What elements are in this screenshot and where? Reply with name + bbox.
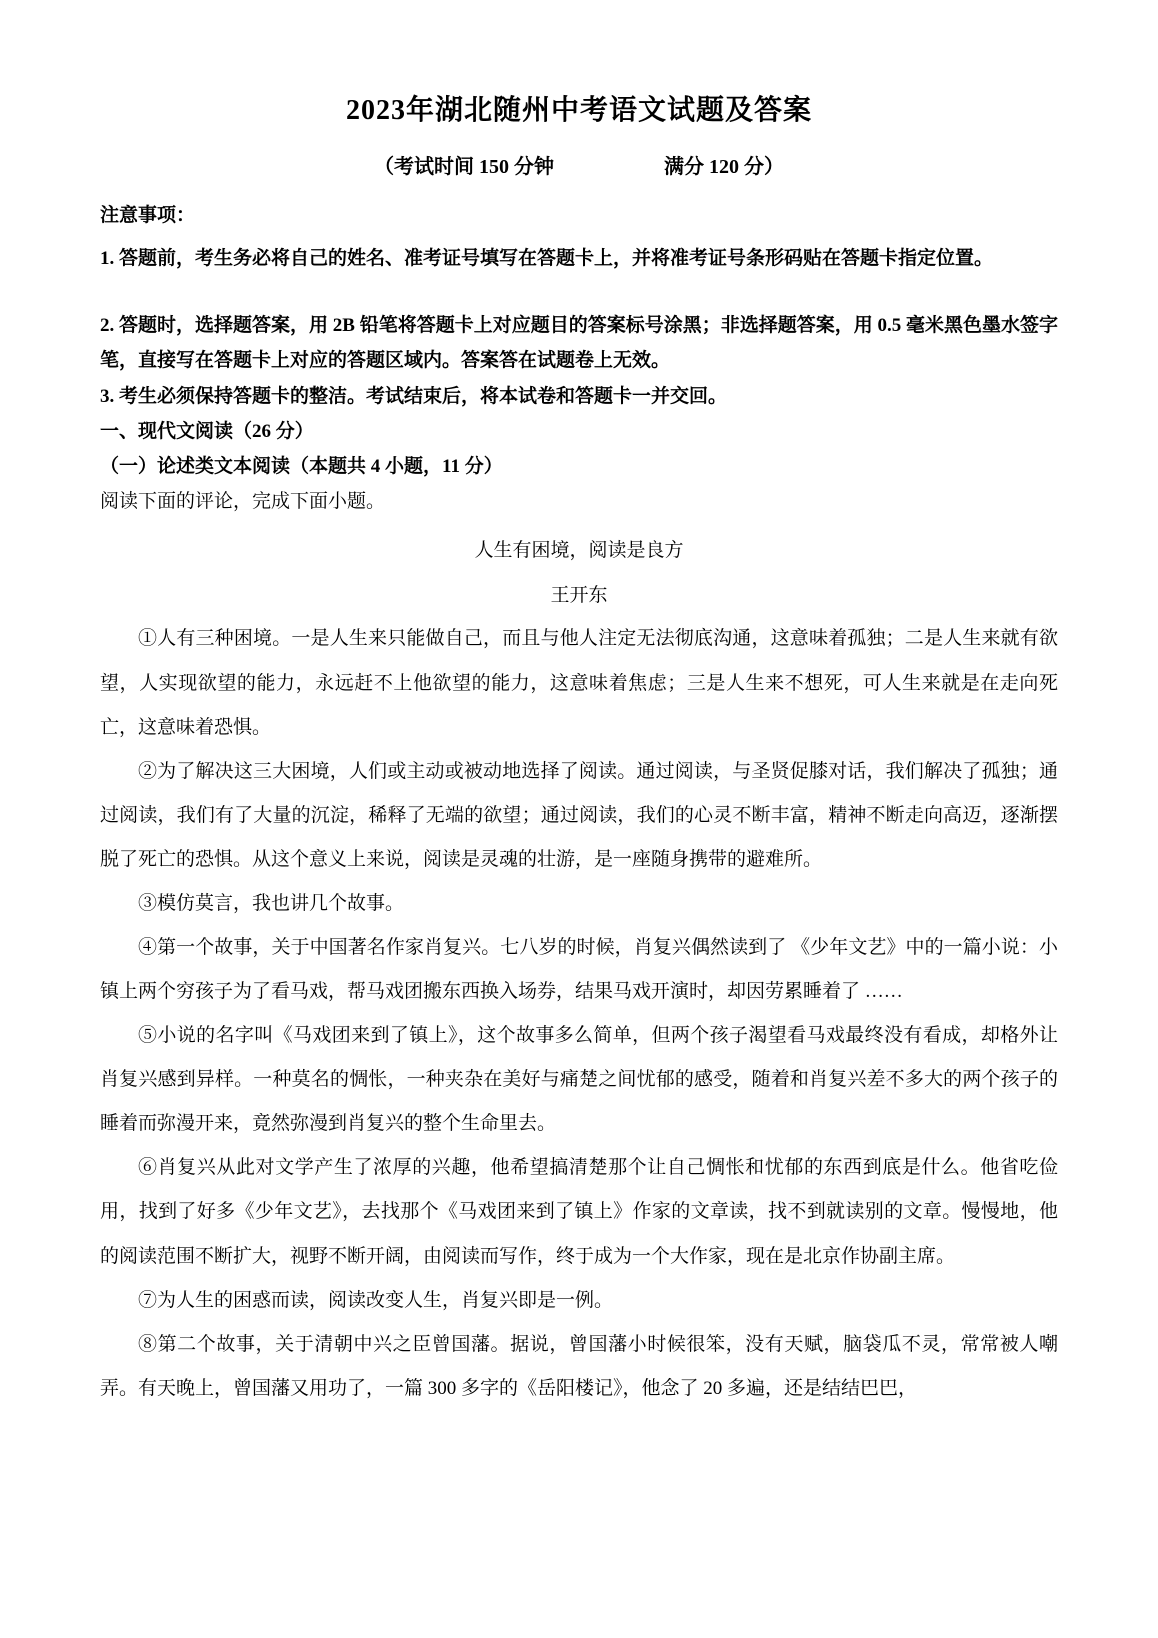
essay-author: 王开东: [550, 585, 608, 607]
essay-paragraph-3: ③模仿莫言，我也讲几个故事。: [138, 892, 405, 914]
essay-paragraph-7: ⑦为人生的困惑而读，阅读改变人生，肖复兴即是一例。: [138, 1289, 614, 1311]
page-title: 2023年湖北随州中考语文试题及答案: [345, 95, 812, 126]
essay-paragraph-2: ②为了解决这三大困境，人们或主动或被动地选择了阅读。通过阅读，与圣贤促膝对话，我们解决了孤独；通过阅读，我们有了大量的沉淀，稀释了无端的欲望；通过阅读，我们的心灵不断丰富，精神不断走向高迈，逐渐摆脱了死亡的恐惧。从这个意义上来说，阅读是灵魂的壮游，是一座随身携带的避难所。: [100, 760, 1058, 870]
section-heading: 一、现代文阅读（26 分）: [100, 420, 314, 442]
notice-item-3: 3. 考生必须保持答题卡的整洁。考试结束后，将本试卷和答题卡一并交回。: [100, 385, 728, 407]
essay-paragraph-6: ⑥肖复兴从此对文学产生了浓厚的兴趣，他希望搞清楚那个让自己惆怅和忧郁的东西到底是什么。他省吃俭用，找到了好多《少年文艺》，去找那个《马戏团来到了镇上》作家的文章读，找不到就读别的文章。慢慢地，他的阅读范围不断扩大，视野不断开阔，由阅读而写作，终于成为一个大作家，现在是北京作协副主席。: [100, 1157, 1058, 1267]
essay-paragraph-1: ①人有三种困境。一是人生来只能做自己，而且与他人注定无法彻底沟通，这意味着孤独；二是人生来就有欲望，人实现欲望的能力，永远赶不上他欲望的能力，这意味着焦虑；三是人生来不想死，可人生来就是在走向死亡，这意味着恐惧。: [100, 628, 1058, 738]
essay-title: 人生有困境，阅读是良方: [474, 540, 684, 562]
exam-time: （考试时间 150 分钟: [374, 156, 554, 178]
essay-paragraph-4: ④第一个故事，关于中国著名作家肖复兴。七八岁的时候，肖复兴偶然读到了 《少年文艺》中的一篇小说：小镇上两个穷孩子为了看马戏，帮马戏团搬东西换入场券，结果马戏开演时，却因劳累睡着了 ……: [100, 937, 1058, 1003]
notice-heading: 注意事项：: [100, 205, 196, 226]
essay-paragraph-8: ⑧第二个故事，关于清朝中兴之臣曾国藩。据说，曾国藩小时候很笨，没有天赋，脑袋瓜不灵，常常被人嘲弄。有天晚上，曾国藩又用功了，一篇 300 多字的《岳阳楼记》，他念了 20 多遍，还是结结巴巴，: [100, 1333, 1058, 1399]
essay-paragraph-5: ⑤小说的名字叫《马戏团来到了镇上》，这个故事多么简单，但两个孩子渴望看马戏最终没有看成，却格外让肖复兴感到异样。一种莫名的惆怅，一种夹杂在美好与痛楚之间忧郁的感受，随着和肖复兴差不多大的两个孩子的睡着而弥漫开来，竟然弥漫到肖复兴的整个生命里去。: [100, 1025, 1058, 1135]
notice-item-1: 1. 答题前，考生务必将自己的姓名、准考证号填写在答题卡上，并将准考证号条形码贴在答题卡指定位置。: [100, 248, 994, 270]
exam-full-score: 满分 120 分）: [664, 156, 784, 178]
notice-item-2: 2. 答题时，选择题答案，用 2B 铅笔将答题卡上对应题目的答案标号涂黑；非选择题答案，用 0.5 毫米黑色墨水签字笔，直接写在答题卡上对应的答题区域内。答案答在试题卷上无效。: [100, 315, 1058, 372]
reading-instruction: 阅读下面的评论，完成下面小题。: [100, 491, 386, 513]
subsection-heading: （一）论述类文本阅读（本题共 4 小题，11 分）: [100, 455, 503, 477]
exam-meta: [100, 150, 1058, 179]
